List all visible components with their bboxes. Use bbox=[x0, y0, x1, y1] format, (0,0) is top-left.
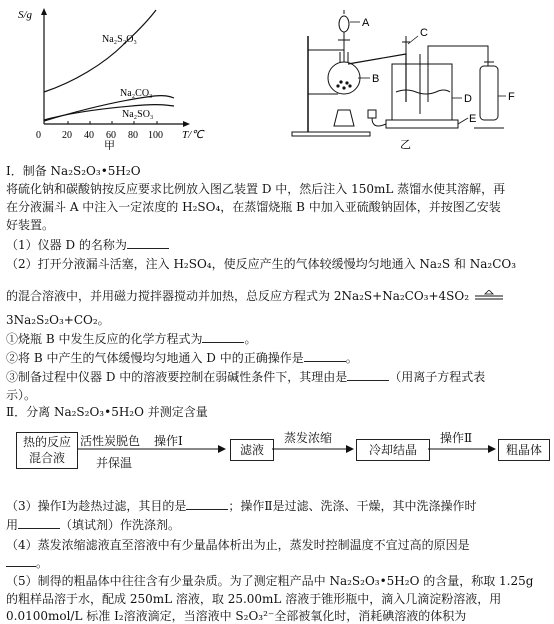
flow-op1: 操作Ⅰ bbox=[154, 434, 183, 448]
question-2-line3: 3Na₂S₂O₃+CO₂。 bbox=[6, 313, 110, 327]
answer-blank-sub1[interactable] bbox=[202, 331, 244, 343]
label-f: F bbox=[508, 91, 515, 103]
label-d: D bbox=[464, 93, 472, 105]
y-axis-label: S/g bbox=[18, 9, 33, 21]
flow-step-evaporate: 蒸发浓缩 bbox=[284, 431, 333, 445]
flow-box-crude-crystal: 粗晶体 bbox=[498, 439, 550, 461]
sub-question-1-text: ①烧瓶 B 中发生反应的化学方程式为 bbox=[6, 332, 203, 346]
flow-step-decolor: 活性炭脱色 bbox=[80, 434, 141, 448]
question-3b-text: 用 bbox=[6, 518, 19, 532]
answer-blank-sub2[interactable] bbox=[304, 350, 346, 362]
tick-zero: 0 bbox=[36, 130, 41, 141]
solubility-graph bbox=[14, 4, 214, 150]
question-5-line2: 的粗样品溶于水，配成 250mL 溶液，取 25.00mL 溶液于锥形瓶中，滴入几滴淀粉溶液，用 bbox=[6, 592, 502, 606]
tick-20: 20 bbox=[62, 130, 72, 141]
tick-40: 40 bbox=[84, 130, 94, 141]
sub-question-2 bbox=[6, 350, 550, 366]
flow-box-filtrate: 滤液 bbox=[230, 439, 274, 461]
tick-80: 80 bbox=[128, 130, 138, 141]
question-4-end: 。 bbox=[36, 556, 49, 570]
question-2-line2 bbox=[6, 288, 550, 304]
answer-blank-sub3[interactable] bbox=[347, 369, 389, 381]
apparatus-diagram bbox=[288, 6, 550, 152]
question-3-line2 bbox=[6, 517, 550, 533]
sub-question-3-text: ③制备过程中仪器 D 中的溶液要控制在弱碱性条件下，其理由是 bbox=[6, 370, 348, 384]
question-3-mid: ；操作Ⅱ是过滤、洗涤、干燥，其中洗涤操作时 bbox=[228, 499, 477, 513]
question-3-line1 bbox=[6, 498, 550, 514]
sub-question-3-end: （用离子方程式表 bbox=[389, 370, 486, 384]
flow-box-crystallize: 冷却结晶 bbox=[356, 439, 430, 461]
tick-60: 60 bbox=[106, 130, 116, 141]
flow-arrow-2 bbox=[272, 444, 356, 454]
reaction-arrow-icon bbox=[473, 290, 505, 304]
question-5-line1: （5）制得的粗晶体中往往含有少量杂质。为了测定粗产品中 Na₂S₂O₃•5H₂O 的含量，称取 1.25g bbox=[6, 574, 534, 588]
flow-box-mixture-line2: 混合液 bbox=[28, 451, 65, 465]
flow-arrow-1 bbox=[78, 444, 228, 454]
question-1-text: （1）仪器 D 的名称为 bbox=[6, 238, 127, 252]
question-2-line1: （2）打开分液漏斗活塞，注入 H₂SO₄，使反应产生的气体较缓慢均匀地通入 Na₂S 和 Na₂CO₃ bbox=[6, 257, 517, 271]
label-c: C bbox=[420, 27, 428, 39]
section1-intro-line2: 在分液漏斗 A 中注入一定浓度的 H₂SO₄，在蒸馏烧瓶 B 中加入亚硫酸钠固体，并按图乙安装 bbox=[6, 200, 501, 214]
label-b: B bbox=[372, 73, 380, 85]
sub-question-3 bbox=[6, 369, 550, 385]
question-3-text: （3）操作Ⅰ为趁热过滤，其目的是 bbox=[6, 499, 187, 513]
section2-title: Ⅱ．分离 Na₂S₂O₃•5H₂O 并测定含量 bbox=[6, 405, 208, 419]
section1-title: Ⅰ．制备 Na₂S₂O₃•5H₂O bbox=[6, 164, 141, 178]
answer-blank-3b[interactable] bbox=[18, 517, 60, 529]
sub-question-2-end: 。 bbox=[345, 351, 358, 365]
question-5-line3: 0.0100mol/L 标准 I₂溶液滴定，当溶液中 S₂O₃²⁻全部被氧化时，消耗碘溶液的体积为 bbox=[6, 609, 467, 623]
label-na2so3: Na₂SO₃ bbox=[122, 109, 154, 120]
flow-op2: 操作Ⅱ bbox=[440, 431, 473, 445]
sub-question-1 bbox=[6, 331, 550, 347]
question-4: （4）蒸发浓缩滤液直至溶液中有少量晶体析出为止，蒸发时控制温度不宜过高的原因是 bbox=[6, 538, 470, 552]
answer-blank-1[interactable] bbox=[127, 237, 169, 249]
answer-blank-4[interactable] bbox=[6, 555, 36, 567]
label-na2s2o3: Na₂S₂O₃ bbox=[102, 34, 137, 45]
question-2-equation: 的混合溶液中，并用磁力搅拌器搅动并加热，总反应方程式为 2Na₂S+Na₂CO₃+4SO₂ bbox=[6, 289, 470, 303]
label-na2co3: Na₂CO₃ bbox=[120, 88, 153, 99]
sub-question-1-end: 。 bbox=[244, 332, 257, 346]
sub-question-2-text: ②将 B 中产生的气体缓慢均匀地通入 D 中的正确操作是 bbox=[6, 351, 304, 365]
curve-na2s2o3 bbox=[44, 10, 156, 92]
graph-caption: 甲 bbox=[104, 140, 115, 150]
question-1 bbox=[6, 237, 550, 253]
section1-intro-line3: 好装置。 bbox=[6, 218, 55, 232]
answer-blank-3a[interactable] bbox=[186, 498, 228, 510]
question-3b-end: （填试剂）作洗涤剂。 bbox=[60, 518, 181, 532]
question-4-line2 bbox=[6, 555, 550, 571]
apparatus-caption: 乙 bbox=[400, 139, 411, 151]
label-e: E bbox=[469, 113, 477, 125]
tick-100: 100 bbox=[148, 130, 163, 141]
flow-box-mixture-line1: 热的反应 bbox=[22, 435, 71, 449]
flowchart bbox=[0, 426, 554, 482]
label-a: A bbox=[362, 17, 370, 29]
flow-arrow-3 bbox=[428, 444, 498, 454]
sub-question-3-line2: 示）。 bbox=[6, 388, 37, 402]
section1-intro-line1: 将硫化钠和碳酸钠按反应要求比例放入图乙装置 D 中，然后注入 150mL 蒸馏水使其溶解，再 bbox=[6, 182, 506, 196]
x-axis-label: T/℃ bbox=[182, 129, 204, 141]
flow-box-mixture bbox=[16, 432, 78, 469]
curve-na2so3 bbox=[44, 105, 174, 120]
flow-step-keep-warm: 并保温 bbox=[96, 456, 133, 470]
